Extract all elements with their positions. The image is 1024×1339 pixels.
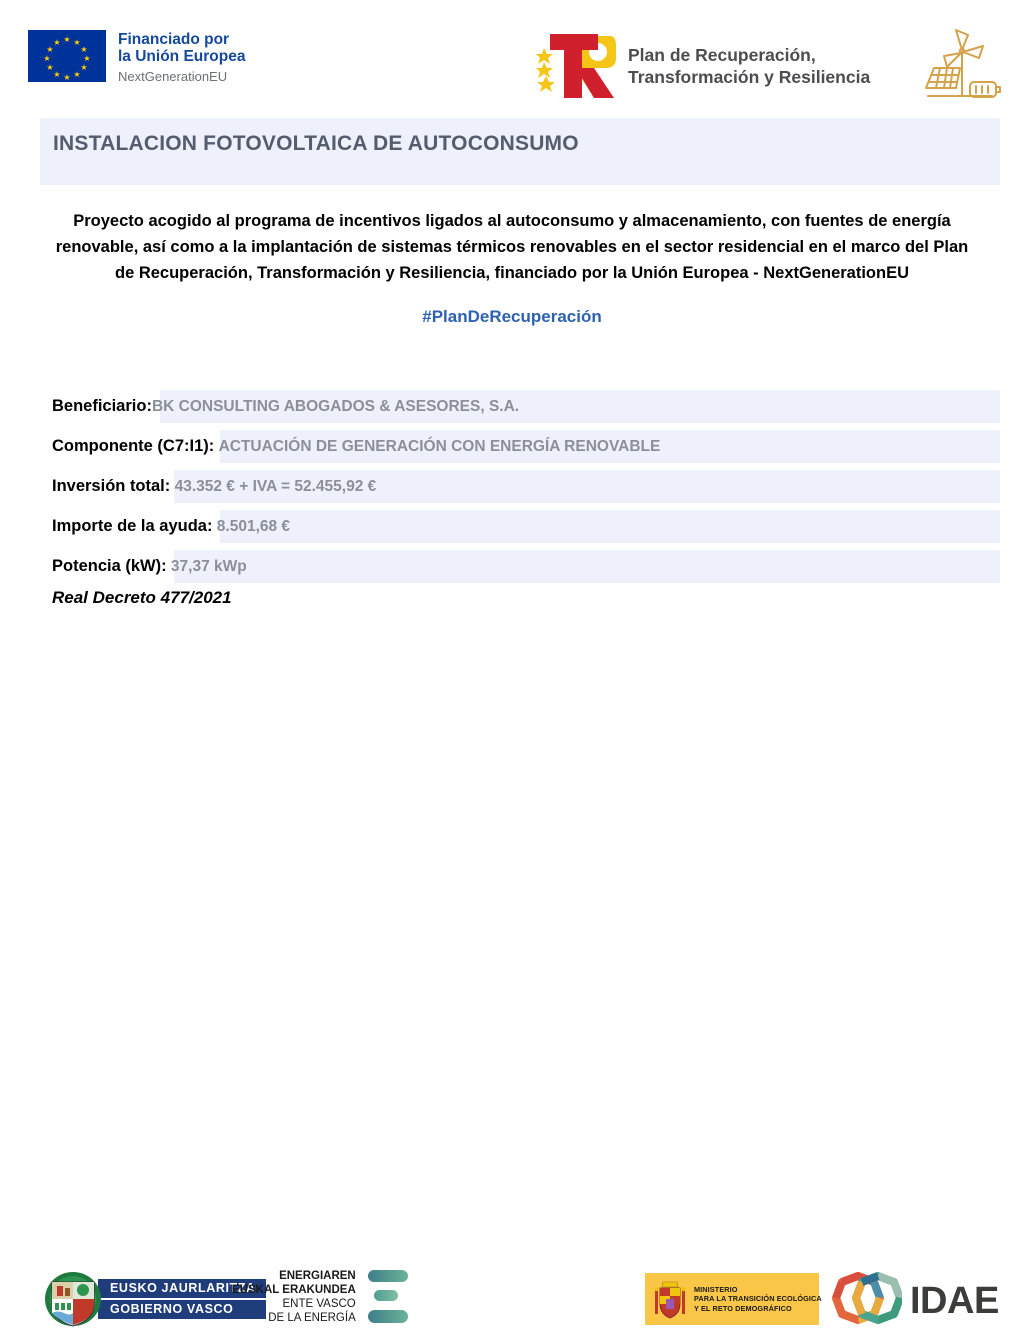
idae-interlocking-octagons-icon — [828, 1268, 902, 1334]
detail-label: Beneficiario: — [52, 397, 152, 415]
detail-label: Inversión total: — [52, 477, 171, 495]
eve-logo-line4: DE LA ENERGÍA — [268, 1312, 356, 1324]
prtr-logo-line2: Transformación y Resiliencia — [628, 67, 871, 87]
ministry-logo — [645, 1273, 822, 1325]
tr-monogram-icon — [536, 28, 618, 104]
prtr-logo — [536, 28, 870, 104]
row-highlight-band — [220, 510, 1000, 543]
detail-label: Potencia (kW): — [52, 557, 167, 575]
project-description — [45, 208, 979, 286]
page-title: INSTALACION FOTOVOLTAICA DE AUTOCONSUMO — [53, 132, 579, 155]
eve-logo-line1: ENERGIAREN — [279, 1270, 356, 1282]
footer — [0, 628, 1024, 1324]
ministry-logo-line1: MINISTERIO — [694, 1285, 738, 1295]
wind-solar-battery-icon — [916, 26, 1002, 106]
detail-label: Importe de la ayuda: — [52, 517, 213, 535]
eve-logo — [232, 1268, 408, 1326]
eve-logo-line2: EUSKAL ERAKUNDEA — [232, 1284, 356, 1296]
detail-row-componente — [52, 428, 1000, 468]
basque-coat-of-arms-icon — [44, 1270, 102, 1328]
eu-logo-nextgeneration: NextGenerationEU — [118, 69, 228, 84]
detail-value: BK CONSULTING ABOGADOS & ASESORES, S.A. — [151, 398, 520, 415]
ministry-logo-line2: PARA LA TRANSICIÓN ECOLÓGICA — [694, 1294, 822, 1304]
idae-logo — [828, 1268, 999, 1334]
description-line-2: renovable, así como a la implantación de sistemas térmicos renovables en el sector residencial en el marco del — [55, 238, 929, 256]
basque-logo-line1: EUSKO JAURLARITZA — [98, 1279, 266, 1298]
spain-coat-of-arms-icon — [653, 1278, 687, 1320]
detail-label: Componente (C7:I1): — [52, 437, 215, 455]
eu-flag-icon: ★ ★ ★ ★ ★ ★ ★ ★ ★ ★ ★ ★ — [28, 30, 106, 82]
eu-funding-logo — [28, 30, 245, 85]
eu-logo-line2: la Unión Europea — [118, 48, 246, 65]
idae-wordmark: IDAE — [910, 1280, 999, 1322]
detail-row-inversion — [52, 468, 1000, 508]
detail-value-text: 8.501,68 € — [216, 518, 291, 535]
header — [0, 0, 1024, 112]
detail-value-text: ACTUACIÓN DE GENERACIÓN CON ENERGÍA RENOVABLE — [218, 438, 661, 455]
detail-row-potencia — [52, 548, 1000, 588]
detail-row-beneficiario — [52, 388, 1000, 428]
page-title-band — [40, 118, 1000, 185]
basque-logo-line2: GOBIERNO VASCO — [98, 1300, 266, 1319]
detail-row-ayuda — [52, 508, 1000, 548]
description-line-3: Plan de Recuperación, Transformación y Resiliencia, financiado por la Unión Europea - NextGenerationEU — [114, 238, 969, 282]
detail-value — [170, 478, 174, 495]
project-details-list — [52, 388, 1000, 588]
eve-logo-line3: ENTE VASCO — [282, 1298, 356, 1310]
real-decreto-reference: Real Decreto 477/2021 — [52, 588, 232, 607]
eve-e-mark-icon — [364, 1268, 408, 1326]
description-line-1: Proyecto acogido al programa de incentivos ligados al autoconsumo y almacenamiento, con fuentes de energía — [73, 212, 951, 230]
row-highlight-band — [174, 550, 1000, 583]
detail-value — [214, 438, 218, 455]
detail-value-text: 37,37 kWp — [170, 558, 247, 575]
hashtag: #PlanDeRecuperación — [422, 307, 602, 326]
prtr-logo-line1: Plan de Recuperación, — [628, 45, 816, 65]
eu-logo-line1: Financiado por — [118, 31, 230, 48]
ministry-logo-line3: Y EL RETO DEMOGRÁFICO — [694, 1303, 792, 1313]
detail-value-text: 43.352 € + IVA = 52.455,92 € — [174, 478, 377, 495]
